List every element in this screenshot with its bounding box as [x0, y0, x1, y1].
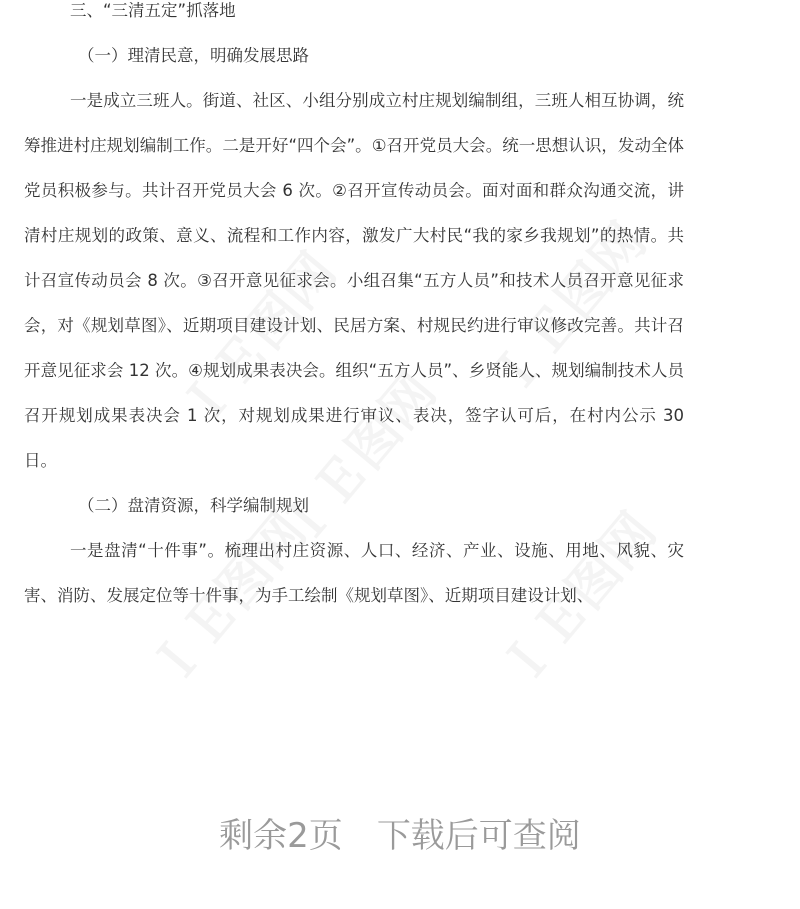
section-heading: 三、“三清五定”抓落地 [70, 1, 236, 20]
subsection-heading: （二）盘清资源，科学编制规划 [78, 496, 309, 515]
document-body [24, 0, 684, 618]
download-prompt-text: 下载后可查阅 [376, 816, 581, 856]
subsection-heading: （一）理清民意，明确发展思路 [78, 46, 309, 65]
download-notice[interactable] [0, 808, 800, 857]
remaining-pages-text: 剩余2页 [219, 816, 343, 856]
body-paragraph: 一是盘清“十件事”。梳理出村庄资源、人口、经济、产业、设施、用地、风貌、灾害、消防、发展定位等十件事，为手工绘制《规划草图》、近期项目建设计划、 [24, 541, 684, 605]
body-paragraph: 一是成立三班人。街道、社区、小组分别成立村庄规划编制组，三班人相互协调，统筹推进村庄规划编制工作。二是开好“四个会”。①召开党员大会。统一思想认识，发动全体党员积极参与。共计召开党员大会 6 次。②召开宣传动员会。面对面和群众沟通交流，讲清村庄规划的政策、意义、流程和工作内容，激发广大村民“我的家乡我规划”的热情。共计召宣传动员会 8 次。③召开意见征求会。小组召集“五方人员”和技术人员召开意见征求会，对《规划草图》、近期项目建设计划、民居方案、村规民约进行审议修改完善。共计召开意见征求会 12 次。④规划成果表决会。组织“五方人员”、乡贤能人、规划编制技术人员召开规划成果表决会 1 次，对规划成果进行审议、表决，签字认可后，在村内公示 30 日。 [24, 91, 684, 470]
